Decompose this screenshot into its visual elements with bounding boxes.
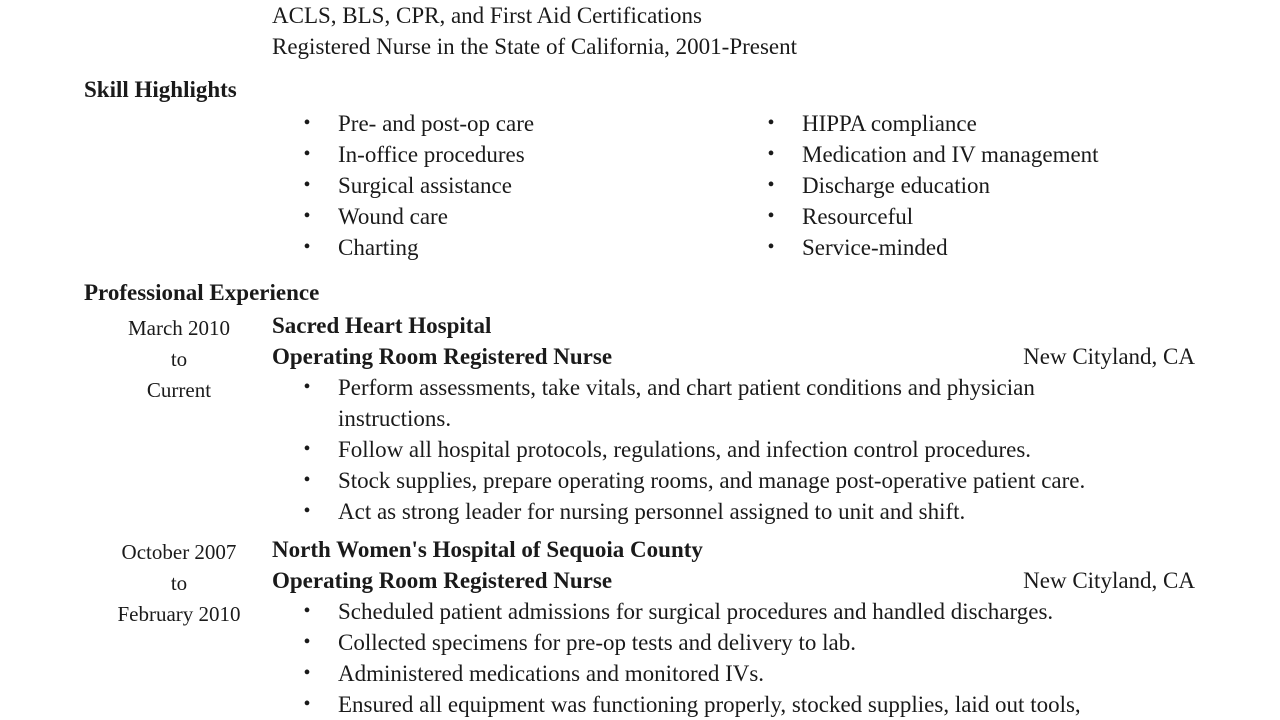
list-item: • Administered medications and monitored IVs. — [302, 658, 1081, 689]
list-item: • HIPPA compliance — [766, 108, 1099, 139]
list-item: • Surgical assistance — [302, 170, 534, 201]
job-bullets — [302, 596, 1081, 720]
list-item: • Resourceful — [766, 201, 1099, 232]
cert-line-acls: ACLS, BLS, CPR, and First Aid Certifications — [272, 3, 703, 28]
date-end: February 2010 — [117, 602, 241, 626]
job-location: New Cityland, CA — [1023, 568, 1195, 593]
date-end: Current — [146, 378, 212, 402]
employer-name: North Women's Hospital of Sequoia County — [272, 537, 703, 562]
bullet-icon: • — [303, 500, 311, 522]
list-item: • Stock supplies, prepare operating rooms, and manage post-operative patient care. — [302, 465, 1085, 496]
list-item: • Discharge education — [766, 170, 1099, 201]
bullet-icon: • — [303, 693, 311, 715]
date-start: October 2007 — [121, 540, 237, 564]
list-item: • Act as strong leader for nursing personnel assigned to unit and shift. — [302, 496, 1085, 527]
cert-line-rn: Registered Nurse in the State of California, 2001-Present — [272, 34, 798, 59]
bullet-icon: • — [303, 469, 311, 491]
bullet-icon: • — [303, 205, 311, 227]
job-dates — [99, 313, 259, 406]
bullet-icon: • — [303, 662, 311, 684]
skills-right-list — [766, 108, 1099, 263]
bullet-icon: • — [303, 143, 311, 165]
list-item-continuation: instructions. — [338, 406, 452, 431]
bullet-icon: • — [303, 376, 311, 398]
date-to: to — [170, 571, 188, 595]
list-item: • Medication and IV management — [766, 139, 1099, 170]
list-item: • Scheduled patient admissions for surgical procedures and handled discharges. — [302, 596, 1081, 627]
experience-heading: Professional Experience — [84, 280, 320, 305]
bullet-icon: • — [767, 174, 775, 196]
list-item: • Perform assessments, take vitals, and chart patient conditions and physician — [302, 372, 1085, 403]
list-item: • Follow all hospital protocols, regulations, and infection control procedures. — [302, 434, 1085, 465]
job-bullets — [302, 372, 1085, 527]
list-item: • Charting — [302, 232, 534, 263]
list-item: • Pre- and post-op care — [302, 108, 534, 139]
skills-left-list — [302, 108, 534, 263]
bullet-icon: • — [303, 236, 311, 258]
bullet-icon: • — [767, 236, 775, 258]
bullet-icon: • — [303, 600, 311, 622]
bullet-icon: • — [303, 174, 311, 196]
list-item: • In-office procedures — [302, 139, 534, 170]
date-to: to — [170, 347, 188, 371]
job-location: New Cityland, CA — [1023, 344, 1195, 369]
skills-heading: Skill Highlights — [84, 77, 237, 102]
bullet-icon: • — [303, 438, 311, 460]
bullet-icon: • — [767, 205, 775, 227]
list-item: • Ensured all equipment was functioning properly, stocked supplies, laid out tools, — [302, 689, 1081, 720]
bullet-icon: • — [303, 631, 311, 653]
bullet-icon: • — [767, 112, 775, 134]
list-item: • Wound care — [302, 201, 534, 232]
list-item: • Service-minded — [766, 232, 1099, 263]
job-title: Operating Room Registered Nurse — [272, 344, 613, 369]
date-start: March 2010 — [127, 316, 231, 340]
bullet-icon: • — [303, 112, 311, 134]
employer-name: Sacred Heart Hospital — [272, 313, 492, 338]
job-title: Operating Room Registered Nurse — [272, 568, 613, 593]
bullet-icon: • — [767, 143, 775, 165]
list-item: • Collected specimens for pre-op tests and delivery to lab. — [302, 627, 1081, 658]
job-dates — [99, 537, 259, 630]
